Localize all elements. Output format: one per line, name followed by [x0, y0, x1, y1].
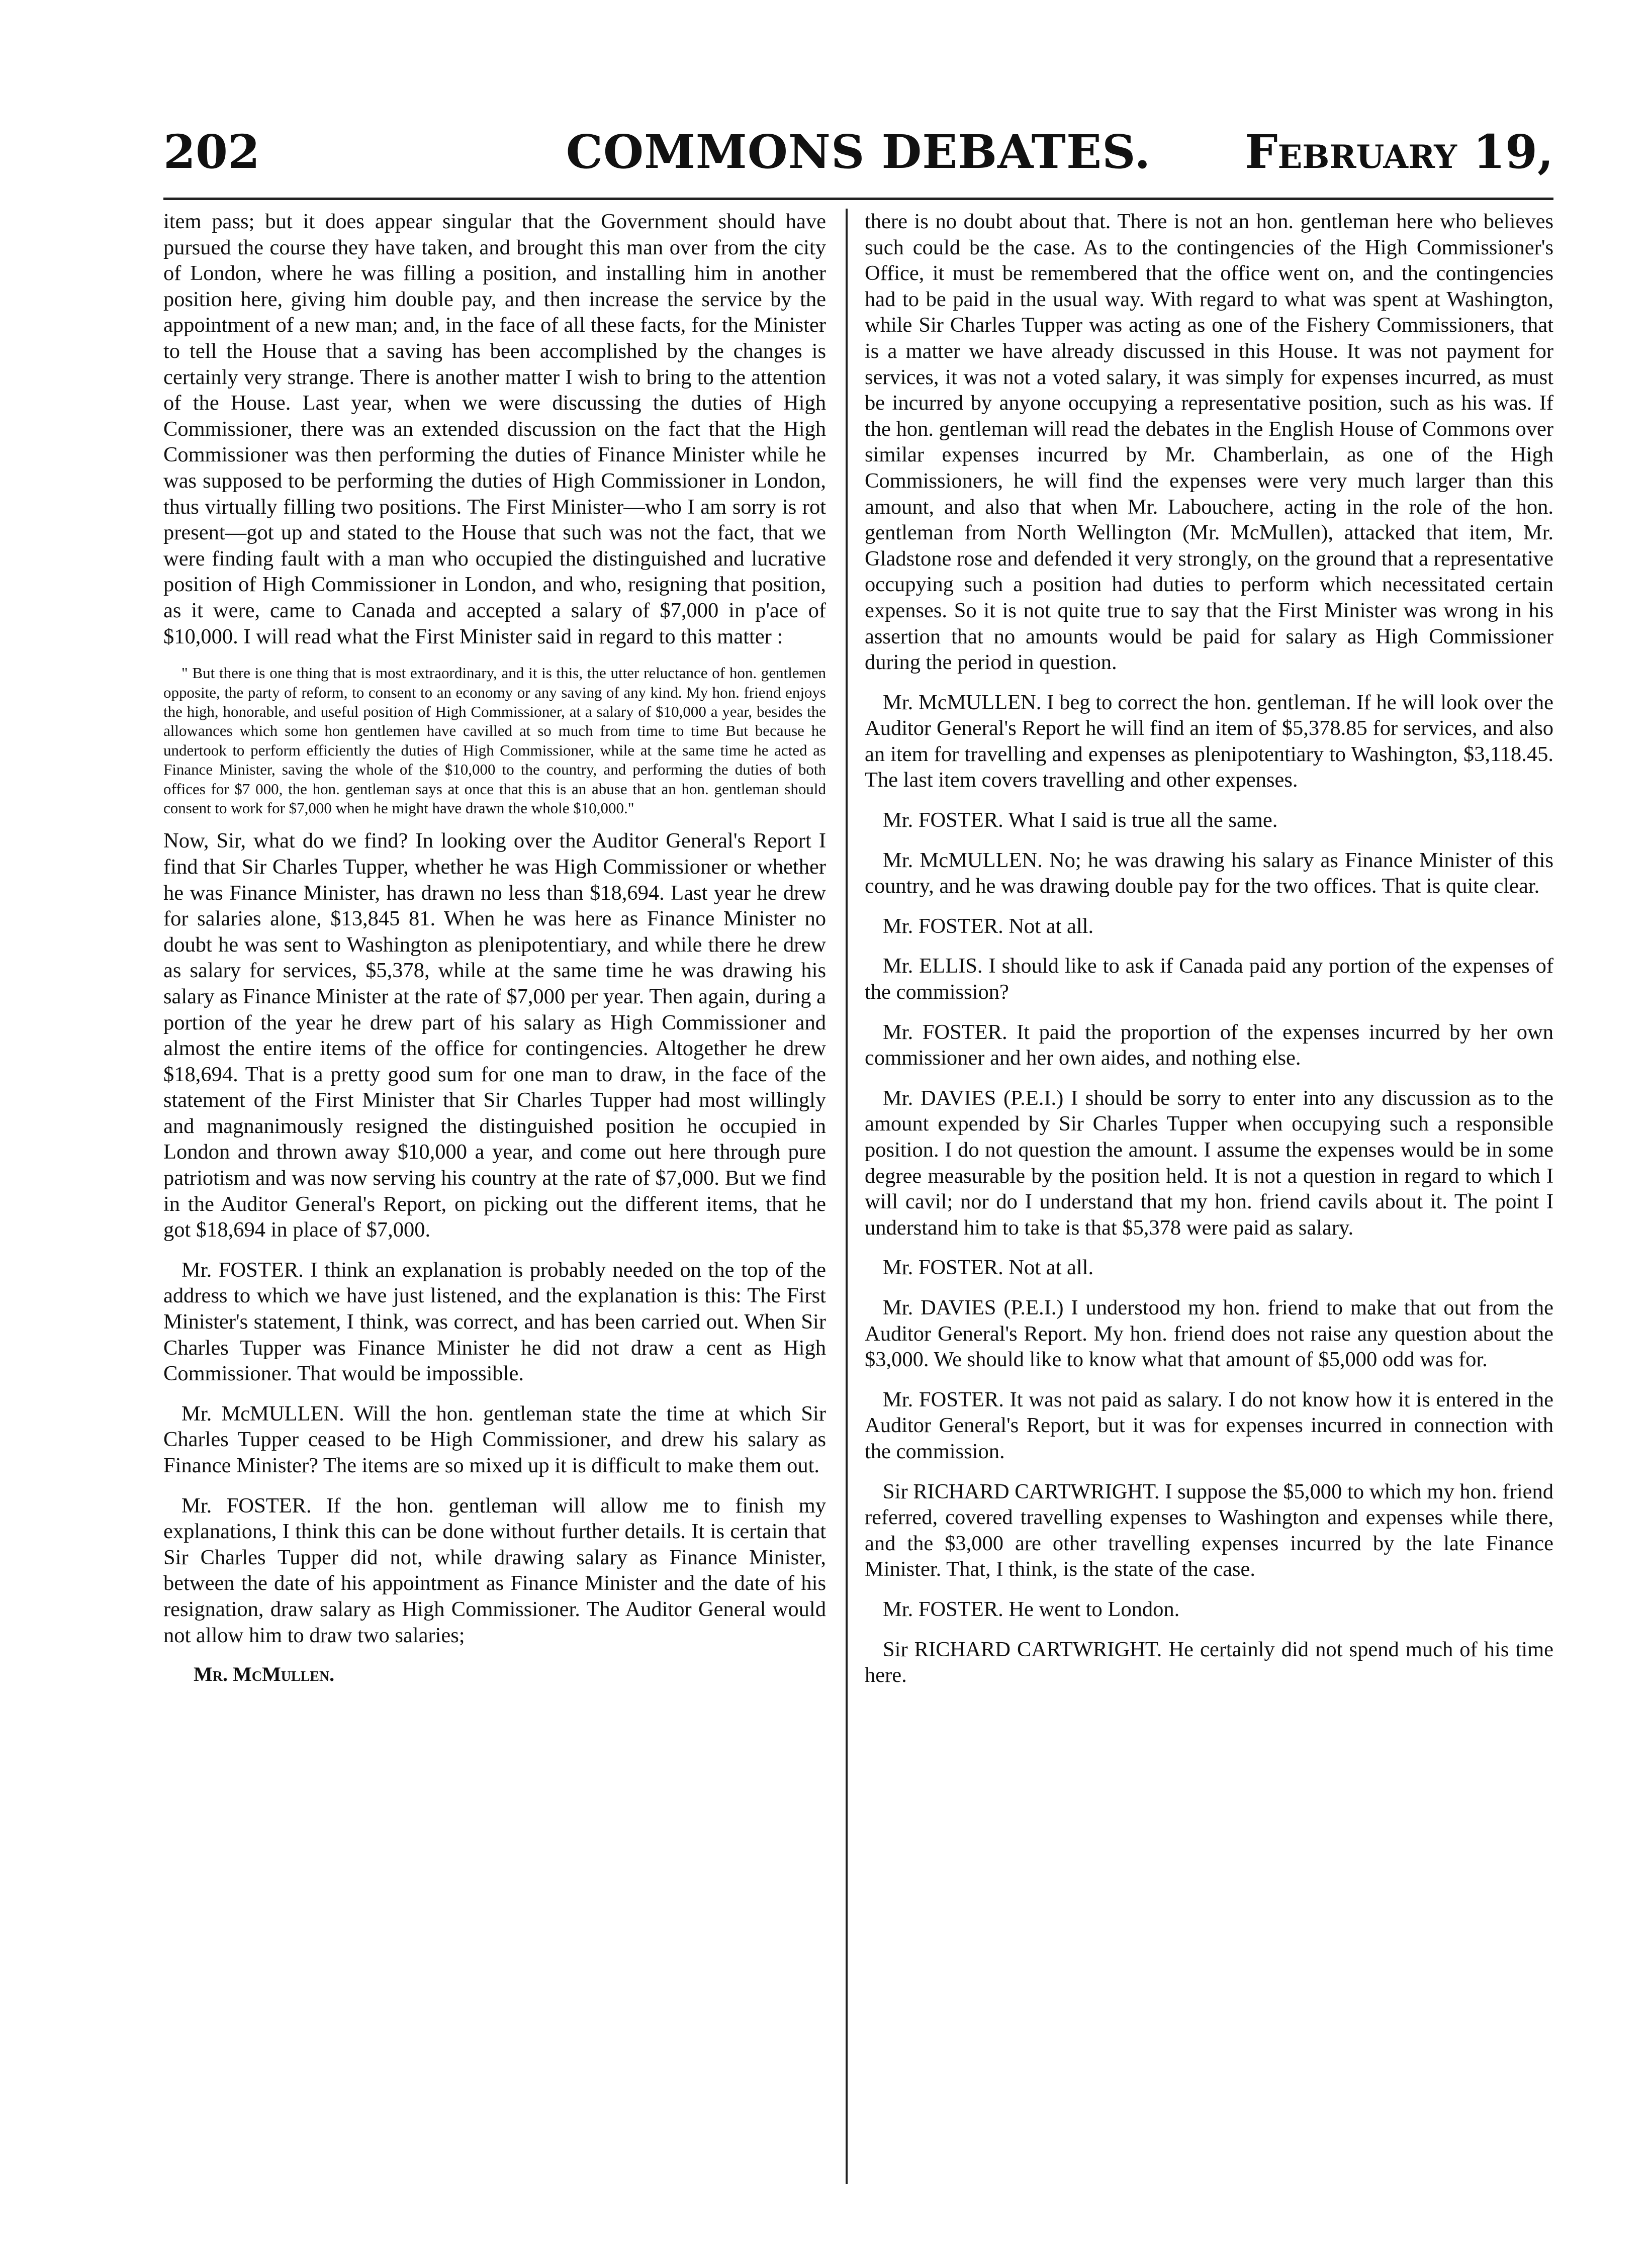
- speech-mcmullen: Mr. McMULLEN. I beg to correct the hon. gentleman. If he will look over the Auditor General's Report he will find an item of $5,378.85 for services, and also an item for travelling and expenses as plenipotentiary to Washington, $3,118.45. The last item covers travelling and other expenses.: [865, 690, 1553, 792]
- page-number: 202: [163, 125, 260, 179]
- header-date: February 19,: [1245, 125, 1553, 179]
- column-divider: [846, 209, 848, 2184]
- speech-cartwright: Sir RICHARD CARTWRIGHT. He certainly did not spend much of his time here.: [865, 1637, 1553, 1687]
- speech-davies: Mr. DAVIES (P.E.I.) I understood my hon. friend to make that out from the Auditor General's Report. My hon. friend does not raise any question about the $3,000. We should like to know what that amount of $5,000 odd was for.: [865, 1295, 1553, 1372]
- speech-foster: Mr. FOSTER. What I said is true all the same.: [883, 808, 1278, 832]
- paragraph: item pass; but it does appear singular that the Government should have pursued the course they have taken, and brought this man over from the city of London, where he was filling a position, and installing him in another position here, giving him double pay, and then increase the service by the appointment of a new man; and, in the face of all these facts, for the Minister to tell the House that a saving has been accomplished by the changes is certainly very strange. There is another matter I wish to bring to the attention of the House. Last year, when we were discussing the duties of High Commissioner, there was an extended discussion on the fact that the High Commissioner was then performing the duties of Finance Minister while he was supposed to be performing the duties of High Commissioner in London, thus virtually filling two positions. The First Minister—who I am sorry is rot present—got up and stated to the House that such was not the fact, that we were finding fault with a man who occupied the distinguished and lucrative position of High Commissioner in London, and who, resigning that position, as it were, came to Canada and accepted a salary of $7,000 in p'ace of $10,000. I will read what the First Minister said in regard to this matter :: [163, 210, 826, 648]
- speech-foster: Mr. FOSTER. I think an explanation is probably needed on the top of the address to which we have just listened, and the explanation is this: The First Minister's statement, I think, was correct, and has been carried out. When Sir Charles Tupper was Finance Minister he did not draw a cent as High Commissioner. That would be impossible.: [163, 1258, 826, 1386]
- header-rule: [163, 198, 1553, 200]
- page-footer-name: Mr. McMullen.: [194, 1663, 335, 1686]
- speech-davies: Mr. DAVIES (P.E.I.) I should be sorry to enter into any discussion as to the amount expended by Sir Charles Tupper when occupying such a responsible position. I do not question the amount. I assume the expenses would be in some degree measurable by the position held. It is not a question in regard to which I will cavil; nor do I understand that my hon. friend cavils about it. The point I understand him to take is that $5,378 were paid as salary.: [865, 1086, 1553, 1240]
- speech-foster: Mr. FOSTER. Not at all.: [883, 1256, 1094, 1280]
- speech-foster: Mr. FOSTER. He went to London.: [883, 1597, 1180, 1621]
- right-column: [865, 209, 1553, 1703]
- speech-cartwright: Sir RICHARD CARTWRIGHT. I suppose the $5,000 to which my hon. friend referred, covered travelling expenses to Washington and expenses while there, and the $3,000 are other travelling expenses incurred by the late Finance Minister. That, I think, is the state of the case.: [865, 1479, 1553, 1581]
- page-header: [163, 121, 1553, 186]
- speech-ellis: Mr. ELLIS. I should like to ask if Canada paid any portion of the expenses of the commission?: [865, 954, 1553, 1004]
- speech-foster: Mr. FOSTER. Not at all.: [883, 914, 1094, 938]
- speech-foster: Mr. FOSTER. If the hon. gentleman will allow me to finish my explanations, I think this can be done without further details. It is certain that Sir Charles Tupper did not, while drawing salary as Finance Minister, between the date of his appointment as Finance Minister and the date of his resignation, draw salary as High Commissioner. The Auditor General would not allow him to draw two salaries;: [163, 1493, 826, 1647]
- speech-mcmullen: Mr. McMULLEN. Will the hon. gentleman state the time at which Sir Charles Tupper ceased to be High Commissioner, and drew his salary as Finance Minister? The items are so mixed up it is difficult to make them out.: [163, 1401, 826, 1477]
- speech-mcmullen: Mr. McMULLEN. No; he was drawing his salary as Finance Minister of this country, and he was drawing double pay for the two offices. That is quite clear.: [865, 848, 1553, 898]
- block-quote: " But there is one thing that is most extraordinary, and it is this, the utter reluctance of hon. gentlemen opposite, the party of reform, to consent to an economy or any saving of any kind. My hon. friend enjoys the high, honorable, and useful position of High Commissioner, at a salary of $10,000 a year, besides the allowances which some hon gentlemen have cavilled at so much from time to time But because he undertook to perform efficiently the duties of High Commissioner, while at the same time he acted as Finance Minister, saving the whole of the $10,000 to the country, and performing the duties of both offices for $7 000, the hon. gentleman says at once that this is an abuse that an hon. gentleman should consent to work for $7,000 when he might have drawn the whole $10,000.": [163, 664, 826, 817]
- paragraph: there is no doubt about that. There is not an hon. gentleman here who believes such could be the case. As to the contingencies of the High Commissioner's Office, it must be remembered that the office went on, and the contingencies had to be paid in the usual way. With regard to what was spent at Washington, while Sir Charles Tupper was acting as one of the Fishery Commissioners, that is a matter we have already discussed in this House. It was not payment for services, it was not a voted salary, it was simply for expenses incurred, as must be incurred by anyone occupying a representative position, such as his was. If the hon. gentleman will read the debates in the English House of Commons over similar expenses incurred by Mr. Chamberlain, as one of the High Commissioners, he will find the expenses were very much larger than this amount, and also that when Mr. Labouchere, acting in the role of the hon. gentleman from North Wellington (Mr. McMullen), attacked that item, Mr. Gladstone rose and defended it very strongly, on the ground that a representative occupying such a position had duties to perform which necessitated certain expenses. So it is not quite true to say that the First Minister was wrong in his assertion that no amounts would be paid for salary as High Commissioner during the period in question.: [865, 210, 1553, 675]
- left-column: [163, 209, 826, 1700]
- publication-title: COMMONS DEBATES.: [566, 125, 1151, 179]
- speech-foster: Mr. FOSTER. It was not paid as salary. I do not know how it is entered in the Auditor General's Report, but it was for expenses incurred in connection with the commission.: [865, 1387, 1553, 1463]
- speech-foster: Mr. FOSTER. It paid the proportion of the expenses incurred by her own commissioner and her own aides, and nothing else.: [865, 1020, 1553, 1070]
- paragraph: Now, Sir, what do we find? In looking over the Auditor General's Report I find that Sir Charles Tupper, whether he was High Commissioner or whether he was Finance Minister, has drawn no less than $18,694. Last year he drew for salaries alone, $13,845 81. When he was here as Finance Minister no doubt he was sent to Washington as plenipotentiary, and while there he drew as salary for services, $5,378, while at the same time he was drawing his salary as Finance Minister at the rate of $7,000 per year. Then again, during a portion of the year he drew part of his salary as High Commissioner and almost the entire items of the office for contingencies. Altogether he drew $18,694. That is a pretty good sum for one man to draw, in the face of the statement of the First Minister that Sir Charles Tupper had most willingly and magnanimously resigned the distinguished position he occupied in London and thrown away $10,000 a year, and come out here through pure patriotism and was now serving his country at the rate of $7,000. But we find in the Auditor General's Report, on picking out the different items, that he got $18,694 in place of $7,000.: [163, 829, 826, 1242]
